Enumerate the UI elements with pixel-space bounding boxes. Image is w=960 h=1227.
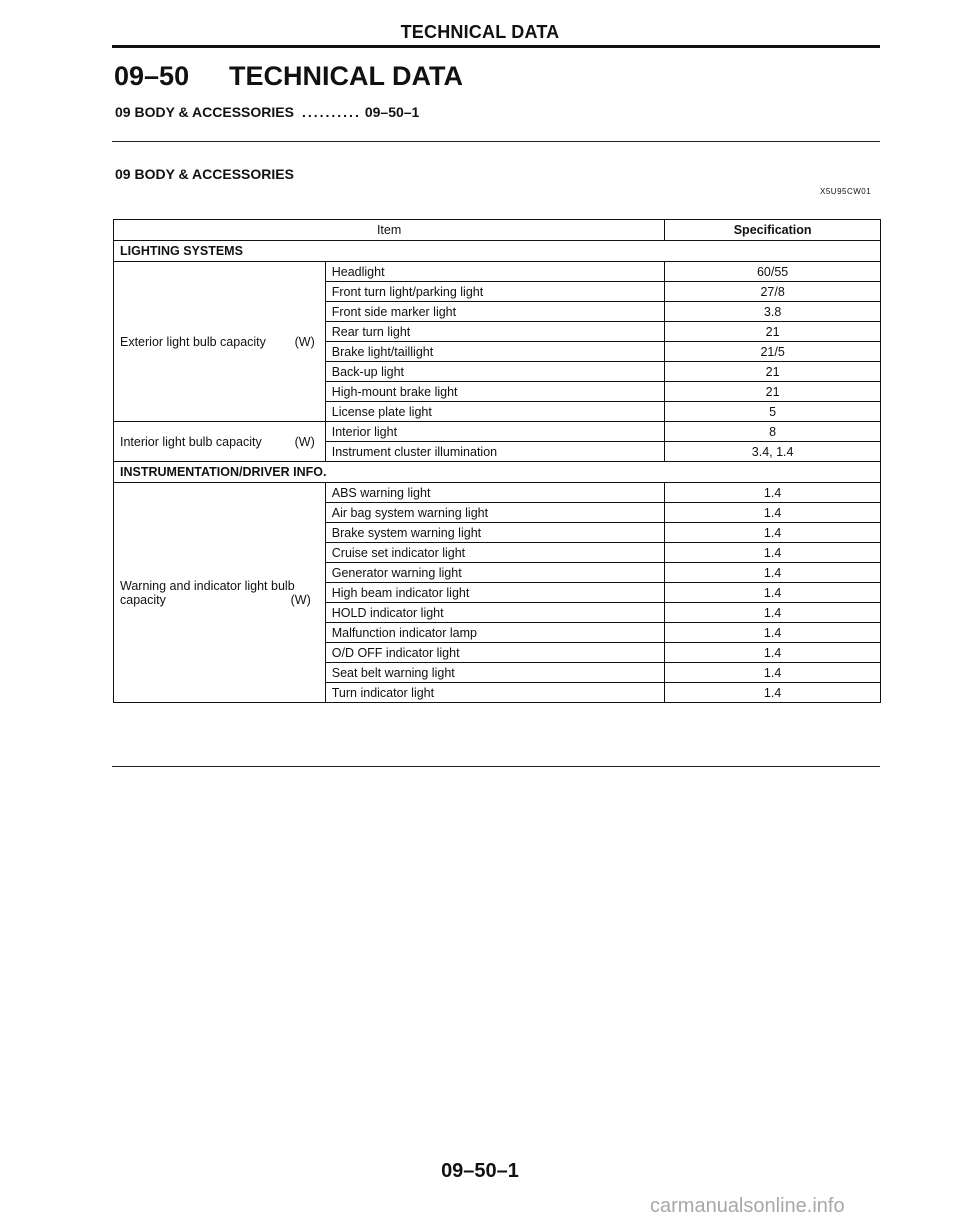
category-instrumentation-label: INSTRUMENTATION/DRIVER INFO.: [114, 462, 881, 483]
group-label-cell: [114, 422, 326, 462]
page-number: 09–50–1: [441, 1160, 519, 1182]
subsection-heading: 09 BODY & ACCESSORIES: [115, 166, 294, 182]
group-label: Exterior light bulb capacity: [120, 334, 266, 349]
item-cell: Instrument cluster illumination: [325, 442, 664, 462]
item-cell: Rear turn light: [325, 322, 664, 342]
group-label: Interior light bulb capacity: [120, 434, 262, 449]
spec-cell: 21: [665, 382, 881, 402]
table-header-row: [114, 220, 881, 241]
table-row: [114, 422, 881, 442]
toc-entry[interactable]: [115, 104, 419, 120]
group-label-line1: Warning and indicator light bulb: [120, 578, 295, 593]
spec-cell: 1.4: [665, 523, 881, 543]
section-title: [114, 61, 463, 92]
item-cell: Brake light/taillight: [325, 342, 664, 362]
spec-cell: 1.4: [665, 583, 881, 603]
spec-cell: 5: [665, 402, 881, 422]
spec-cell: 27/8: [665, 282, 881, 302]
spec-cell: 1.4: [665, 563, 881, 583]
toc-entry-leader: ..........: [301, 104, 361, 120]
item-cell: High beam indicator light: [325, 583, 664, 603]
item-cell: Front side marker light: [325, 302, 664, 322]
spec-cell: 3.4, 1.4: [665, 442, 881, 462]
spec-cell: 1.4: [665, 623, 881, 643]
section-divider: [112, 141, 880, 142]
group-unit: (W): [290, 592, 311, 607]
spec-cell: 8: [665, 422, 881, 442]
item-cell: Air bag system warning light: [325, 503, 664, 523]
category-instrumentation: [114, 462, 881, 483]
spec-cell: 3.8: [665, 302, 881, 322]
group-unit: (W): [294, 334, 315, 349]
item-cell: Brake system warning light: [325, 523, 664, 543]
spec-cell: 21/5: [665, 342, 881, 362]
group-label-cell: [114, 262, 326, 422]
item-cell: Seat belt warning light: [325, 663, 664, 683]
spec-cell: 1.4: [665, 643, 881, 663]
spec-cell: 21: [665, 322, 881, 342]
item-cell: Interior light: [325, 422, 664, 442]
spec-cell: 1.4: [665, 603, 881, 623]
category-lighting-systems: [114, 241, 881, 262]
item-cell: Generator warning light: [325, 563, 664, 583]
spec-cell: 60/55: [665, 262, 881, 282]
spec-cell: 1.4: [665, 663, 881, 683]
spec-cell: 1.4: [665, 483, 881, 503]
spec-cell: 1.4: [665, 503, 881, 523]
item-cell: Front turn light/parking light: [325, 282, 664, 302]
footer-rule: [112, 766, 880, 767]
item-cell: Cruise set indicator light: [325, 543, 664, 563]
header-item: Item: [114, 220, 665, 241]
item-cell: Turn indicator light: [325, 683, 664, 703]
item-cell: Back-up light: [325, 362, 664, 382]
running-header-title: TECHNICAL DATA: [400, 22, 560, 42]
table-row: [114, 483, 881, 503]
group-label-line2: capacity: [120, 592, 166, 607]
header-specification: Specification: [665, 220, 881, 241]
header-rule: [112, 45, 880, 48]
item-cell: ABS warning light: [325, 483, 664, 503]
toc-entry-label: 09 BODY & ACCESSORIES: [115, 104, 294, 120]
table-row: [114, 262, 881, 282]
item-cell: Headlight: [325, 262, 664, 282]
group-label-cell: [114, 483, 326, 703]
technical-data-table: [113, 219, 881, 703]
reference-code: X5U95CW01: [820, 187, 872, 196]
spec-cell: 1.4: [665, 543, 881, 563]
group-unit: (W): [294, 434, 315, 449]
spec-cell: 1.4: [665, 683, 881, 703]
watermark: carmanualsonline.info: [650, 1195, 845, 1217]
spec-cell: 21: [665, 362, 881, 382]
toc-entry-page: 09–50–1: [364, 104, 420, 120]
item-cell: O/D OFF indicator light: [325, 643, 664, 663]
section-title-text: TECHNICAL DATA: [229, 61, 463, 91]
item-cell: Malfunction indicator lamp: [325, 623, 664, 643]
section-number: 09–50: [114, 61, 190, 91]
item-cell: High-mount brake light: [325, 382, 664, 402]
item-cell: HOLD indicator light: [325, 603, 664, 623]
category-lighting-systems-label: LIGHTING SYSTEMS: [114, 241, 881, 262]
item-cell: License plate light: [325, 402, 664, 422]
